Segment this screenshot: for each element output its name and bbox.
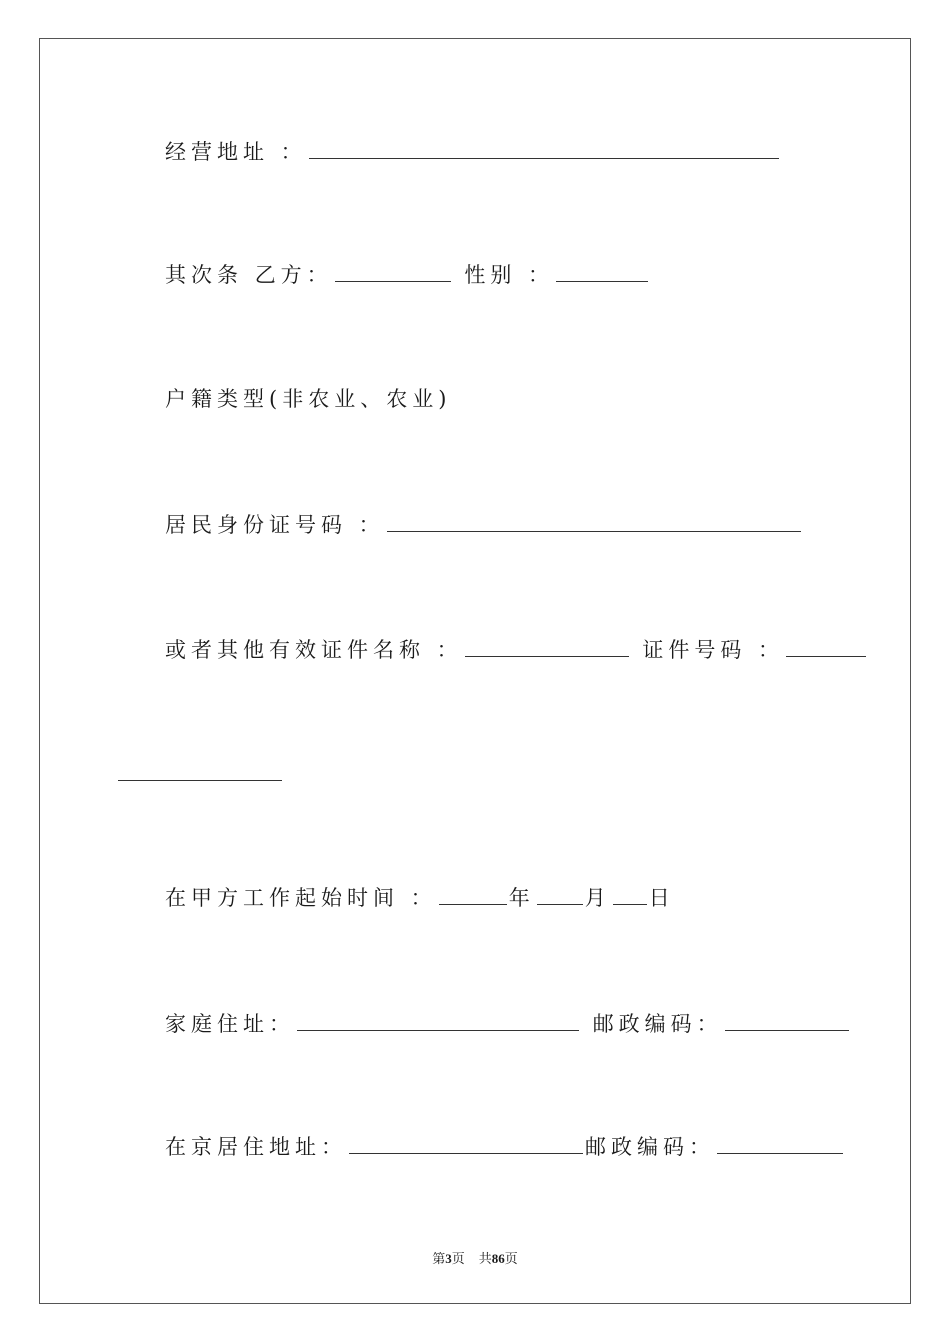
id-number-blank[interactable] — [387, 509, 801, 532]
business-address-label: 经营地址 ： — [165, 140, 307, 164]
page-footer — [0, 1248, 950, 1267]
household-type-label: 户籍类型(非农业、农业) — [165, 387, 452, 411]
postal-code-1-blank[interactable] — [725, 1008, 849, 1031]
start-time-row — [165, 882, 675, 913]
page-border — [39, 38, 911, 1304]
day-blank[interactable] — [613, 882, 647, 905]
gender-blank[interactable] — [556, 259, 648, 282]
page-prefix: 第 — [432, 1252, 446, 1267]
home-address-row — [165, 1008, 851, 1039]
postal-code-1-label: 邮政编码： — [592, 1012, 723, 1036]
business-address-blank[interactable] — [309, 136, 779, 159]
party-b-row — [165, 259, 650, 290]
start-time-label: 在甲方工作起始时间 ： — [165, 886, 437, 910]
household-type-row — [165, 384, 451, 414]
id-number-label: 居民身份证号码 ： — [165, 513, 385, 537]
page-suffix: 页 — [451, 1252, 465, 1267]
other-cert-row — [165, 634, 868, 665]
home-address-label: 家庭住址： — [165, 1012, 295, 1036]
party-b-blank[interactable] — [335, 259, 451, 282]
party-b-label: 乙方： — [254, 263, 333, 287]
total-suffix: 页 — [504, 1252, 518, 1267]
id-number-row — [165, 509, 803, 540]
postal-code-2-blank[interactable] — [717, 1131, 843, 1154]
total-pages: 86 — [491, 1251, 505, 1266]
business-address-row — [165, 136, 781, 167]
year-blank[interactable] — [439, 882, 507, 905]
other-cert-name-label: 或者其他有效证件名称 ： — [165, 638, 463, 662]
day-label: 日 — [648, 886, 675, 910]
page-number: 3 — [445, 1251, 452, 1266]
cert-number-blank-continued[interactable] — [118, 780, 282, 781]
month-label: 月 — [584, 886, 611, 910]
year-label: 年 — [508, 886, 535, 910]
beijing-address-label: 在京居住地址： — [165, 1135, 347, 1159]
cert-number-blank[interactable] — [786, 634, 866, 657]
total-prefix: 共 — [478, 1252, 492, 1267]
month-blank[interactable] — [537, 882, 583, 905]
other-cert-name-blank[interactable] — [465, 634, 629, 657]
gender-label: 性别 ： — [464, 263, 555, 287]
second-article-label: 其次条 — [165, 263, 243, 287]
postal-code-2-label: 邮政编码： — [585, 1135, 715, 1159]
beijing-address-blank[interactable] — [349, 1131, 583, 1154]
home-address-blank[interactable] — [297, 1008, 579, 1031]
beijing-address-row — [165, 1131, 845, 1162]
cert-number-label: 证件号码 ： — [642, 638, 785, 662]
